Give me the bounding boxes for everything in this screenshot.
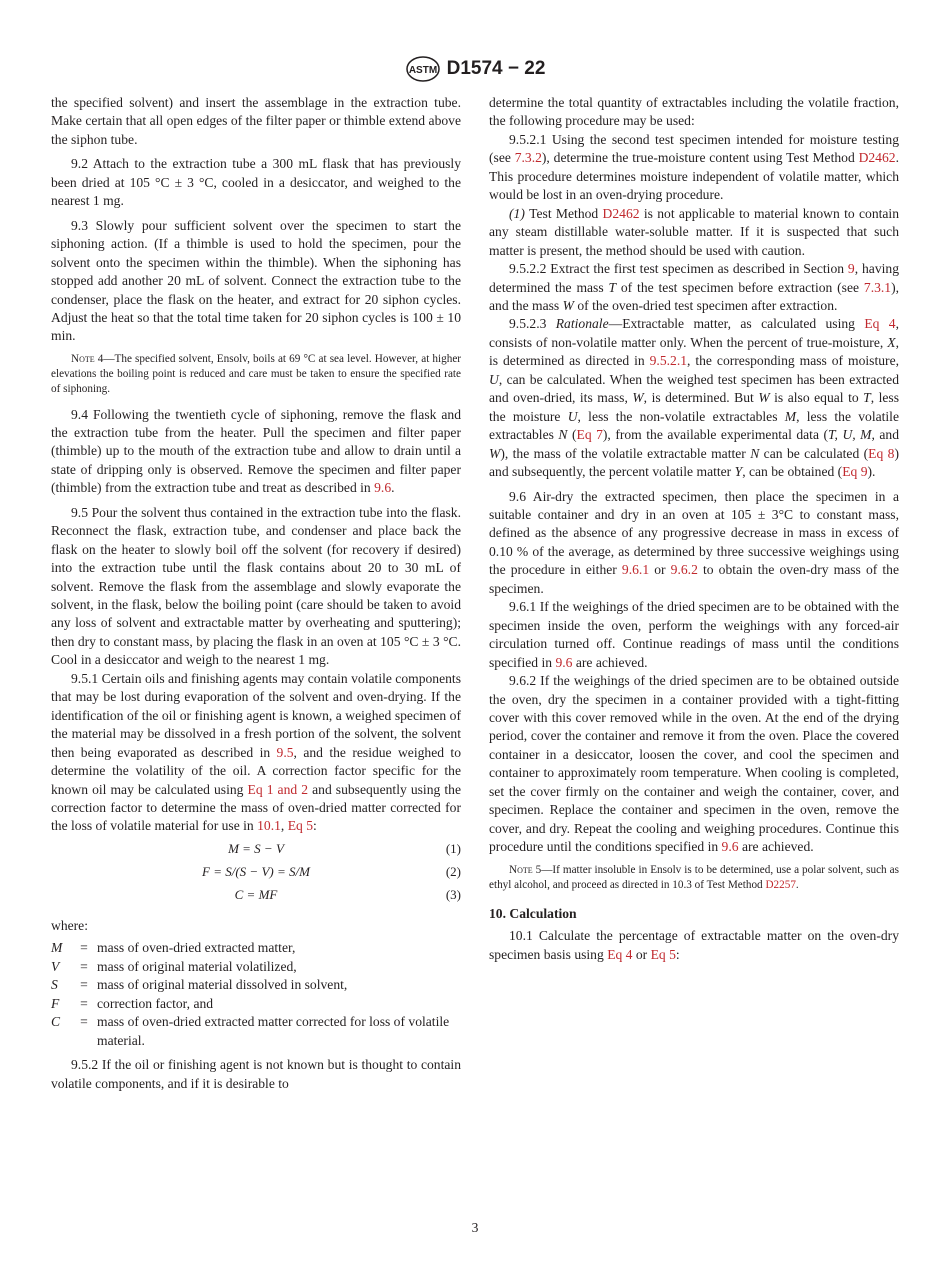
paragraph: [489, 260, 899, 315]
cross-reference-link[interactable]: Eq 5: [287, 818, 314, 834]
cross-reference-link[interactable]: 9.6: [555, 654, 573, 670]
def-desc: mass of oven-dried extracted matter,: [97, 940, 296, 956]
cross-reference-link[interactable]: Eq 4: [864, 316, 896, 332]
text: .: [391, 480, 395, 496]
text: can be calculated (: [759, 445, 869, 461]
def-eq: =: [80, 995, 88, 1011]
paragraph: [51, 504, 461, 670]
text: are achieved.: [738, 839, 814, 855]
cross-reference-link[interactable]: Eq 1 and 2: [247, 781, 309, 797]
paragraph: [489, 205, 899, 260]
text: , less the volatile extractables: [489, 408, 899, 443]
text: 9.5.1 Certain oils and finishing agents may contain volatile components that may be lost during evaporation of the solvent and oven-drying. If the identification of the oil or finishing agent is known, a weighed specimen of the material may be dissolved in a fresh portion of the solvent, the solvent then being evaporated as described in: [51, 670, 461, 760]
text: 9.6 Air-dry the extracted specimen, then place the specimen in a suitable container and dry in an oven at 105 ± 3°C to constant mass, defined as the absence of any progressive decrease in mass in excess of 0.10 % of the average, as determined by three successive weighings using the procedure in either: [489, 488, 899, 578]
italic-text: N: [750, 445, 760, 461]
paragraph: [489, 131, 899, 205]
text: 9.2 Attach to the extraction tube a 300 mL flask that has previously been dried at 105 °C ± 3 °C, cooled in a desiccator, and weighed to the nearest 1 mg.: [51, 156, 461, 209]
right-paragraphs: [489, 94, 899, 964]
def-desc: correction factor, and: [97, 995, 214, 1011]
text: —If matter insoluble in Ensolv is to be determined, use a polar solvent, such as ethyl alcohol, and proceed as directed in 10.3 of Test Method: [489, 863, 899, 891]
equation-expr: F = S/(S − V) = S/M: [202, 863, 310, 879]
text: , and the residue weighed to determine the volatility of the oil. A correction factor specific for the known oil may be calculated using: [51, 744, 461, 797]
paragraph: [489, 315, 899, 481]
text: .: [795, 878, 799, 891]
text: , consists of non-volatile matter only. When the percent of true-moisture,: [489, 316, 900, 350]
note: [489, 863, 899, 893]
def-eq: =: [80, 977, 88, 993]
italic-text: U: [567, 408, 578, 424]
section-heading: [489, 905, 899, 923]
italic-text: W: [758, 390, 770, 406]
text: and: [874, 427, 899, 443]
text: 10. Calculation: [489, 905, 577, 921]
text: , having determined the mass: [489, 261, 899, 295]
italic-text: T, U, M,: [828, 427, 875, 443]
text: 9.5.2 If the oil or finishing agent is not known but is thought to contain volatile components, and if it is desirable to: [51, 1057, 461, 1091]
paragraph: [51, 406, 461, 498]
equation-1: [51, 840, 461, 863]
italic-text: M: [784, 408, 797, 424]
italic-text: N: [558, 427, 568, 443]
text: —The specified solvent, Ensolv, boils at 69 °C at sea level. However, at higher elevations the boiling point is reduced and care must be taken to ensure the specified rate of siphoning.: [51, 352, 462, 396]
text: Test Method: [529, 205, 603, 221]
text: 9.6.1 If the weighings of the dried specimen are to be obtained with the specimen inside the oven, perform the weighings with any forced-air circulation turned off. Continue readings of mass until the conditions specified in: [489, 599, 899, 670]
note-label: Note 5: [509, 863, 542, 876]
def-eq: =: [80, 1014, 88, 1030]
text: ), and the mass: [489, 279, 900, 313]
text: is not applicable to material known to contain any steam distillable water-soluble matter. If it is suspected that such matter is present, the method should be used with caution.: [489, 205, 899, 258]
text: ) and subsequently, the percent volatile matter: [489, 445, 899, 480]
text: ), determine the true-moisture content using Test Method: [541, 150, 859, 166]
equation-number: (1): [445, 840, 461, 856]
cross-reference-link[interactable]: 9.6: [721, 839, 739, 855]
text: to obtain the oven-dry mass of the specimen.: [489, 562, 900, 596]
def-var: S: [51, 977, 58, 993]
equations: [51, 840, 461, 909]
definition-row: [51, 1013, 461, 1050]
italic-text: W: [562, 297, 574, 313]
text: are achieved.: [572, 654, 648, 670]
cross-reference-link[interactable]: Eq 8: [868, 445, 895, 461]
italic-text: W: [489, 445, 501, 461]
def-desc: mass of original material dissolved in solvent,: [97, 977, 348, 993]
text: the specified solvent) and insert the assemblage in the extraction tube. Make certain that all open edges of the filter paper or thimble extend above the siphon tube.: [51, 95, 461, 147]
text: ,: [280, 818, 288, 834]
cross-reference-link[interactable]: 7.3.1: [863, 279, 892, 295]
paragraph: [489, 488, 899, 599]
text: . This procedure determines moisture independent of volatile matter, which would be lost in an oven-drying procedure.: [489, 150, 899, 203]
note-label: Note 4: [71, 352, 104, 365]
def-desc: mass of oven-dried extracted matter corrected for loss of volatile material.: [97, 1014, 450, 1048]
cross-reference-link[interactable]: Eq 5: [650, 946, 676, 962]
equation-expr: C = MF: [234, 886, 278, 902]
italic-text: Rationale: [555, 316, 609, 332]
equation-number: (3): [445, 886, 461, 902]
italic-text: U: [489, 371, 499, 387]
paragraph: [51, 217, 461, 346]
cross-reference-link[interactable]: 9.6.2: [670, 562, 698, 578]
document-id: D1574 − 22: [446, 58, 546, 79]
cross-reference-link[interactable]: 9.5: [276, 744, 294, 760]
text: 9.6.2 If the weighings of the dried specimen are to be obtained outside the oven, dry the specimen in a container provided with a tight-fitting cover with this cover removed while in the oven. At the end of the drying period, cover the container and remove it from the oven. Place the covered container in a desiccator, loosen the cover, and cool the specimen and container to approximately room temperature. When cooling is completed, set the cover firmly on the container and weigh the container, cover, and specimen. Replace the container and specimen in the oven, remove the cover, and dry. Repeat the cooling and weighing procedures. Continue this procedure until the conditions specified in: [489, 673, 899, 855]
def-var: F: [51, 995, 60, 1011]
svg-text:ASTM: ASTM: [408, 65, 437, 76]
def-var: V: [51, 958, 60, 974]
variable-definitions: [51, 939, 461, 1050]
text: ), the mass of the volatile extractable matter: [500, 445, 751, 461]
text: of the test specimen before extraction (see: [616, 279, 864, 295]
equation-2: [51, 863, 461, 886]
text: 9.3 Slowly pour sufficient solvent over the specimen to start the siphoning action. (If a thimble is used to hold the specimen, pour the solvent onto the specimen within the thimble). When the siphoning has stopped add another 20 mL of solvent. Connect the extraction tube to the condenser, place the flask on the heater, and extract for 20 siphon cycles. Adjust the heat so that the total time taken for 20 siphon cycles is 100 ± 10 min.: [51, 217, 461, 344]
text: and subsequently using the correction factor to determine the mass of oven-dried matter corrected for the loss of volatile material for use in: [51, 781, 461, 834]
cross-reference-link[interactable]: 9.5.2.1: [649, 353, 688, 369]
italic-text: W: [632, 390, 644, 406]
left-column: [51, 94, 461, 1093]
text: ).: [867, 464, 876, 480]
text: , is determined as directed in: [489, 334, 899, 369]
def-eq: =: [80, 958, 88, 974]
paragraph: [51, 1056, 461, 1093]
page-number: 3: [471, 1220, 479, 1235]
cross-reference-link[interactable]: 10.1: [257, 818, 281, 834]
text: 9.4 Following the twentieth cycle of siphoning, remove the flask and the extraction tube from the heater. Pull the specimen and filter paper (thimble) up to the mouth of the extraction tube and allow to drain until a state of dripping only is observed. Remove the specimen and filter paper (thimble) from the extraction tube and treat as described in: [51, 406, 461, 496]
page-header: [0, 56, 950, 82]
paragraph: [51, 94, 461, 149]
equation-3: [51, 886, 461, 909]
def-desc: mass of original material volatilized,: [97, 958, 297, 974]
text: 9.5 Pour the solvent thus contained in the extraction tube into the flask. Reconnect the flask, extraction tube, and condenser and place back the flask on the heater to slowly boil off the solvent (for recovery if desired) into the extraction tube until the flask contains about 20 to 30 mL of solvent. Remove the flask from the assemblage and slowly evaporate the solvent, in the flask, below the boiling point (care should be taken to avoid any loss of solvent and extractable matter by overheating and sputtering); then dry to constant mass, by placing the flask in an oven at 105 °C ± 3 °C. Cool in a desiccator and weigh to the nearest 1 mg.: [51, 504, 461, 668]
text: :: [675, 946, 680, 962]
paragraph: [489, 672, 899, 857]
text: (: [567, 427, 577, 443]
text: , is determined. But: [643, 390, 759, 406]
text: 9.5.2.1 Using the second test specimen intended for moisture testing (see: [489, 131, 899, 166]
cross-reference-link[interactable]: D2462: [858, 150, 896, 166]
text: 9.5.2.3: [509, 316, 556, 332]
text: of the oven-dried test specimen after extraction.: [573, 297, 838, 313]
cross-reference-link[interactable]: 7.3.2: [514, 150, 542, 166]
text: , can be obtained (: [742, 464, 843, 480]
left-paragraphs-after: [51, 1056, 461, 1093]
definition-row: [51, 958, 461, 976]
def-eq: =: [80, 940, 88, 956]
cross-reference-link[interactable]: D2257: [765, 878, 796, 891]
def-var: M: [51, 940, 63, 956]
italic-text: Y: [734, 464, 743, 480]
text: determine the total quantity of extractables including the volatile fraction, the following procedure may be used:: [489, 95, 899, 129]
cross-reference-link[interactable]: 9.6: [374, 480, 392, 496]
where-label: where:: [51, 917, 88, 933]
text: , can be calculated. When the weighed test specimen has been extracted and oven-dried, its mass,: [489, 371, 899, 406]
italic-text: X: [887, 334, 896, 350]
paragraph: [489, 927, 899, 964]
cross-reference-link[interactable]: D2462: [602, 205, 640, 221]
paragraph: [51, 155, 461, 210]
text: is also equal to: [769, 390, 864, 406]
text: 10.1 Calculate the percentage of extractable matter on the oven-dry specimen basis using: [489, 928, 899, 962]
definition-row: [51, 995, 461, 1013]
text: , the corresponding mass of moisture,: [687, 353, 899, 369]
text: ), from the available experimental data (: [602, 427, 828, 443]
note: [51, 352, 461, 398]
equation-number: (2): [445, 863, 461, 879]
paragraph: [51, 670, 461, 836]
text: , less the moisture: [489, 390, 899, 424]
text: or: [649, 562, 671, 578]
text: , less the non-volatile extractables: [577, 408, 785, 424]
paragraph: [489, 94, 899, 131]
text: 9.5.2.2 Extract the first test specimen as described in Section: [509, 261, 848, 277]
text: —Extractable matter, as calculated using: [608, 316, 865, 332]
right-column: [489, 94, 899, 964]
astm-logo-icon: [405, 56, 441, 82]
italic-text: T: [608, 279, 617, 295]
equation-expr: M = S − V: [228, 840, 284, 856]
text: or: [632, 946, 651, 962]
cross-reference-link[interactable]: Eq 9: [842, 464, 868, 480]
left-paragraphs: [51, 94, 461, 836]
definition-row: [51, 976, 461, 994]
definition-row: [51, 939, 461, 957]
paragraph: [489, 598, 899, 672]
italic-text: (1): [509, 205, 530, 221]
cross-reference-link[interactable]: 9.6.1: [621, 562, 650, 578]
def-var: C: [51, 1014, 61, 1030]
cross-reference-link[interactable]: Eq 4: [607, 946, 633, 962]
text: :: [313, 818, 317, 834]
cross-reference-link[interactable]: 9: [847, 261, 855, 277]
italic-text: T: [863, 390, 871, 406]
cross-reference-link[interactable]: Eq 7: [576, 427, 603, 443]
